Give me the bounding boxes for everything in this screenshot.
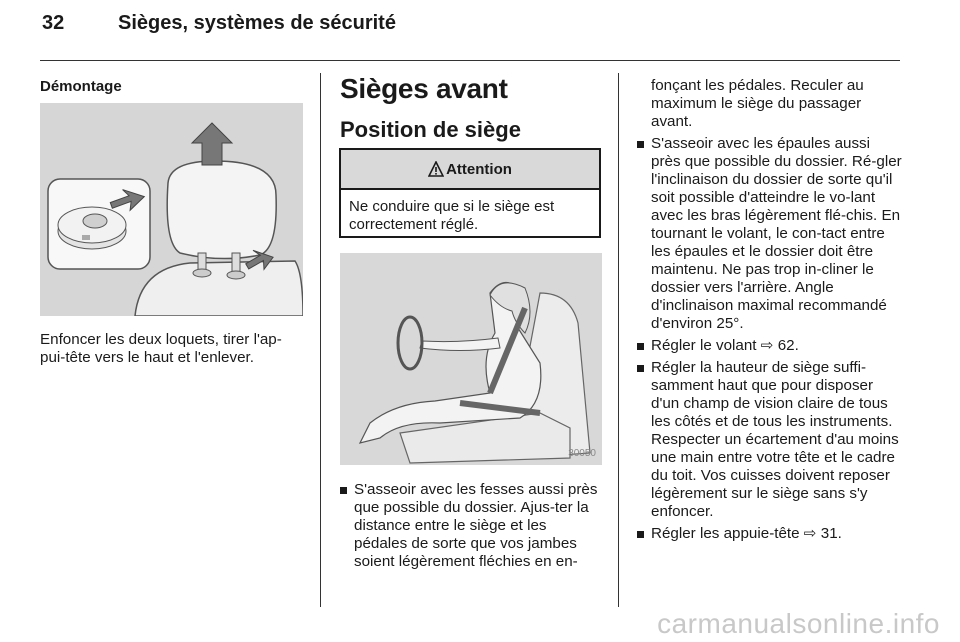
- warning-header: [341, 150, 599, 190]
- page-section-title: Sièges, systèmes de sécurité: [118, 12, 396, 34]
- header-divider: [40, 60, 900, 61]
- warning-text: Ne conduire que si le siège est correctement réglé.: [349, 198, 555, 233]
- column-divider-right: [618, 73, 619, 607]
- figure-code: 30050: [568, 448, 596, 459]
- headrest-removal-figure: [40, 103, 303, 316]
- bullet-item: S'asseoir avec les épaules aussi près que possible du dossier. Ré-gler l'inclinaison du dossier de sorte qu'il soit possible d'atteindre le vo-lant avec les bras légèrement flé-chis. En tournant le volant, le con-tact entre les épaules et le dossier doit être maintenu. Ne pas trop in-cliner le dossier vers l'arrière. Angle d'inclinaison maximal recommandé d'environ 25°.: [637, 135, 903, 333]
- middle-bullet-list: [340, 481, 602, 575]
- subheading-removal: Démontage: [40, 78, 122, 95]
- removal-caption: Enfoncer les deux loquets, tirer l'ap-pui-tête vers le haut et l'enlever.: [40, 331, 282, 366]
- heading-seat-position: Position de siège: [340, 117, 521, 142]
- warning-icon: [428, 161, 444, 177]
- bullet-item: S'asseoir avec les fesses aussi près que possible du dossier. Ajus-ter la distance entre le siège et les pédales de sorte que vos jambes soient légèrement fléchies en en-: [340, 481, 602, 571]
- right-bullet-list: [637, 77, 903, 547]
- watermark: carmanualsonline.info: [657, 608, 940, 639]
- bullet-item: Régler les appuie-tête ⇨ 31.: [637, 525, 903, 543]
- bullet-item: Régler le volant ⇨ 62.: [637, 337, 903, 355]
- warning-box: [339, 148, 601, 238]
- bullet-item: Régler la hauteur de siège suffi-samment haut que pour disposer d'un champ de vision claire de tous les côtés et de tous les instruments. Respecter un écartement d'au moins une main entre votre tête et le cadre du toit. Vos cuisses doivent reposer légèrement sur le siège sans s'y enfoncer.: [637, 359, 903, 521]
- column-divider-left: [320, 73, 321, 607]
- page-number: 32: [42, 12, 65, 34]
- continuation-text: fonçant les pédales. Reculer au maximum le siège du passager avant.: [651, 77, 864, 130]
- warning-title: Attention: [446, 160, 512, 178]
- seating-position-figure: [340, 253, 602, 465]
- heading-front-seats: Sièges avant: [340, 73, 508, 104]
